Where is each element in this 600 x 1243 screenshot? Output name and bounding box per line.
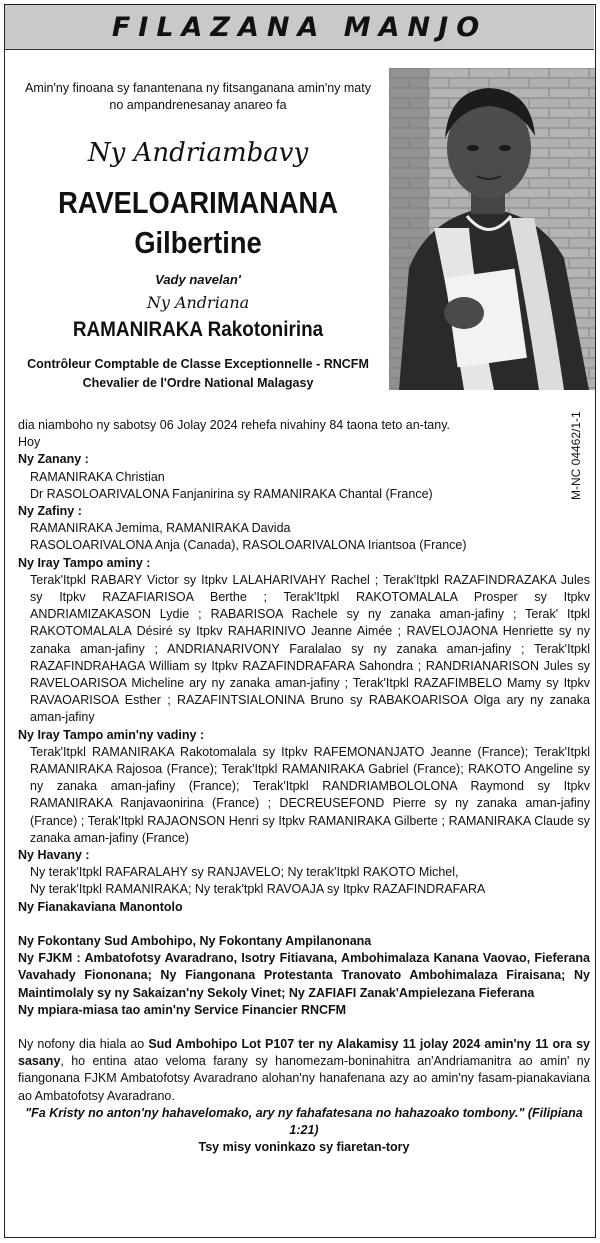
org-line-3: Ny mpiara-miasa tao amin'ny Service Financier RNCFM: [18, 1002, 347, 1017]
section-heading-zanany: Ny Zanany :: [18, 452, 89, 467]
spouse-name: RAMANIRAKA Rakotonirina: [72, 318, 324, 341]
hoy-line: Hoy: [18, 435, 41, 450]
burial-text-2: , ho entina atao veloma farany sy hanomezam-boninahitra an'Andriamanitra ao amin' ny fiangonana FJKM Ambatofotsy Avaradrano alohan'ny hanafenana azy ao amin'ny fasam-pianakaviana ao Ambatofotsy Avaradrano.: [18, 1054, 590, 1103]
iray-tampo-vady-text: Terak'Itpkl RAMANIRAKA Rakotomalala sy Itpkv RAFEMONANJATO Jeanne (France); Terak'Itpkl RAMANIRAKA Rajosoa (France); Terak'Itpkl RAMANIRAKA Gabriel (France); RAKOTO Angeline sy ny zanaka aman-jafiny (France); Terak'Itpkl RANDRIAMBOLOLONA Raymond sy Itpkv RAMANIRAKA Ranjavaonirina (France) ; DECREUSEFOND Pierre sy ny zanaka aman-jafiny (France) ; Terak'Itpkl RAJAONSON Henri sy Itpkv RAMANIRAKA Gilberte ; RAMANIRAKA Claude sy zanaka aman-jafiny (France): [30, 744, 590, 845]
notice-title: FILAZANA MANJO: [111, 11, 488, 43]
org-line-2: Ny FJKM : Ambatofotsy Avaradrano, Isotry Fitiavana, Ambohimalaza Kanana Vaovao, Fieferana Vavahady Fiononana; Ny Fiangonana Protestanta Tranovato Ambohimalaza Firaisana; Ny Maintimolaly sy ny Sakaizan'ny Sekoly Vinet; Ny ZAFIAFI Zanak'Ampielezana Fieferana: [18, 951, 590, 1000]
opening-line: dia niamboho ny sabotsy 06 Jolay 2024 rehefa nivahiny 84 taona teto an-tany.: [18, 418, 451, 432]
section-heading-iray-tampo-vady: Ny Iray Tampo amin'ny vadiny :: [18, 727, 205, 742]
deceased-surname: RAVELOARIMANANA: [58, 185, 338, 220]
spacer: [18, 916, 590, 933]
burial-location-time: Sud Ambohipo Lot P107 ter ny Alakamisy 11 jolay 2024 amin'ny 11 ora sy sasany: [18, 1036, 590, 1069]
portrait-illustration: [389, 68, 595, 390]
deceased-honorific: Ny Andriambavy: [87, 138, 309, 168]
section-heading-zafiny: Ny Zafiny :: [18, 504, 82, 519]
havany-line-1: Ny terak'Itpkl RAFARALAHY sy RANJAVELO; Ny terak'Itpkl RAKOTO Michel,: [30, 865, 459, 880]
reference-code: M-NC 04462/1-1: [569, 411, 583, 500]
intro-text: [12, 80, 384, 114]
closing-line: Tsy misy voninkazo sy fiaretan-tory: [198, 1140, 410, 1155]
notice-header: [5, 5, 594, 50]
spouse-label: Vady navelan': [155, 272, 241, 287]
intro-line-1: Amin'ny finoana sy fanantenana ny fitsanganana amin'ny maty: [25, 81, 371, 95]
intro-line-2: no ampandrenesanay anareo fa: [109, 98, 287, 112]
scripture-quote: "Fa Kristy no anton'ny hahavelomako, ary ny fahafatesana no hahazoako tombony." (Filipiana 1:21): [25, 1105, 583, 1137]
spouse-title-1: Contrôleur Comptable de Classe Exceptionnelle - RNCFM: [27, 357, 369, 371]
deceased-given-name: Gilbertine: [134, 225, 262, 260]
fianakaviana-line: Ny Fianakaviana Manontolo: [18, 899, 183, 914]
zafiny-line-1: RAMANIRAKA Jemima, RAMANIRAKA Davida: [30, 521, 291, 536]
burial-paragraph: [18, 1036, 590, 1105]
havany-line-2: Ny terak'Itpkl RAMANIRAKA; Ny terak'tpkl RAVOAJA sy Itpkv RAZAFINDRAFARA: [30, 882, 486, 897]
spacer: [18, 1019, 590, 1036]
portrait-photo: [389, 68, 595, 390]
section-heading-havany: Ny Havany :: [18, 848, 90, 863]
zanany-line-1: RAMANIRAKA Christian: [30, 469, 165, 484]
spouse-title-2: Chevalier de l'Ordre National Malagasy: [82, 376, 314, 390]
notice-body: [18, 417, 590, 1156]
zafiny-line-2: RASOLOARIVALONA Anja (Canada), RASOLOARIVALONA Iriantsoa (France): [30, 538, 467, 553]
zanany-line-2: Dr RASOLOARIVALONA Fanjanirina sy RAMANIRAKA Chantal (France): [30, 486, 433, 501]
iray-tampo-text: Terak'Itpkl RABARY Victor sy Itpkv LALAHARIVAHY Rachel ; Terak'Itpkl RAZAFINDRAZAKA Jules sy Itpkv RAZAFIARISOA Berthe ; Terak'Itpkl RAKOTOMALALA Prosper sy Itpkv ANDRIAMIZAKASON Lydie ; RABARISOA Rachele sy ny zanaka aman-jafiny ; Terak' Itpkl RAKOTOMALALA Désiré sy Itpkv RAHARINIVO Jeanne Aimée ; RAVELOJAONA Henriette sy ny zanaka aman-jafiny ; ANDRIANARIVONY Faralalao sy ny zanaka aman-jafiny ; Terak'Itpkl RAZAFINDRAHAGA William sy Itpkv RAZAFINDRAFARA Sahondra ; RANDRIANARISON Jules sy RAVELOARISOA Micheline ary ny zanaka aman-jafiny ; Terak'Itpkl RAZAFIMBELO Mamy sy Itpkv RAVAOARISOA Esther ; RAZAFINTSIALONINA Bruno sy RABAKOARISOA Olga ary ny zanaka aman-jafiny: [30, 572, 590, 725]
org-line-1: Ny Fokontany Sud Ambohipo, Ny Fokontany Ampilanonana: [18, 933, 372, 948]
burial-text-1: Ny nofony dia hiala ao: [18, 1036, 149, 1051]
spouse-honorific: Ny Andriana: [146, 293, 250, 312]
section-heading-iray-tampo: Ny Iray Tampo aminy :: [18, 555, 151, 570]
